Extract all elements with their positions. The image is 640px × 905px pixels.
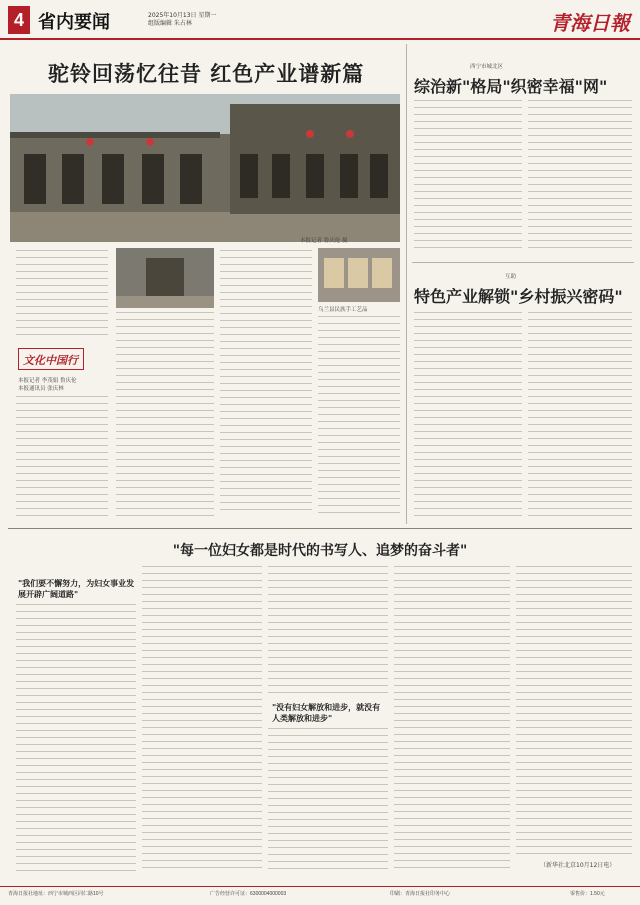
page-number: 4 [8,6,30,34]
feature-subhead-1: "我们要不懈努力，为妇女事业发展开辟广阔道路" [18,579,135,599]
feature-text-2 [142,566,262,874]
inset-photo [116,248,214,308]
footer [0,886,640,905]
craft-photo [318,248,400,302]
body-text-col1b [16,250,108,340]
story2-headline: 特色产业解锁"乡村振兴密码" [414,287,623,306]
masthead [0,0,640,40]
main-headline: 驼铃回荡忆往昔 红色产业谱新篇 [48,61,365,86]
feature-text-1 [16,604,136,874]
body-text-col3 [220,250,312,516]
body-text-col1 [16,396,108,516]
feature-headline: "每一位妇女都是时代的书写人、追梦的奋斗者" [172,543,468,559]
culture-column-logo: 文化中国行 [18,348,84,370]
story1-headline: 综治新"格局"织密幸福"网" [414,77,608,96]
date-line: 2025年10月13日 星期一 组版编辑 朱占林 [148,12,217,27]
paper-logo: 青海日報 [550,11,630,35]
column-divider [406,44,407,524]
feature-subhead-2: "没有妇女解放和进步，就没有人类解放和进步" [272,703,381,723]
section-title: 省内要闻 [38,12,110,33]
main-photo [10,94,400,242]
story2-text-a [414,312,522,516]
feature-text-4 [268,728,388,874]
masthead-rule [0,38,640,40]
inset-photo-2 [318,248,400,302]
body-text-col2 [116,312,214,516]
footer-address: 青海日报社地址：西宁市城西区同仁路10号 [8,891,104,897]
feature-text-5 [394,566,510,874]
footer-printer: 印刷：青海日报社印务中心 [390,891,451,897]
footer-license: 广告经营许可证：6300004000003 [210,891,287,897]
story2-location: 互助 [505,274,517,280]
body-text-col4 [318,316,400,516]
story1-text-a [414,100,522,250]
feature-text-3 [268,566,388,696]
feature-text-6 [516,566,632,856]
byline: 本报记者 李茂娟 鲁庆伦 [18,378,77,384]
section-divider [8,528,632,529]
source-tag: （新华社北京10月12日电） [540,862,616,869]
story1-text-b [528,100,632,250]
statue-photo [116,248,214,308]
byline-2: 本报通讯员 张庆林 [18,386,64,392]
building-photo [10,94,400,242]
story-divider [412,262,634,263]
story2-text-b [528,312,632,516]
footer-price: 零售价：1.50元 [570,891,605,897]
main-photo-caption: 本报记者 鲁庆伦 摄 [300,238,348,244]
inset-caption: 乌兰县民族手工艺品 [318,307,368,313]
story1-location: 西宁市城北区 [470,64,504,70]
